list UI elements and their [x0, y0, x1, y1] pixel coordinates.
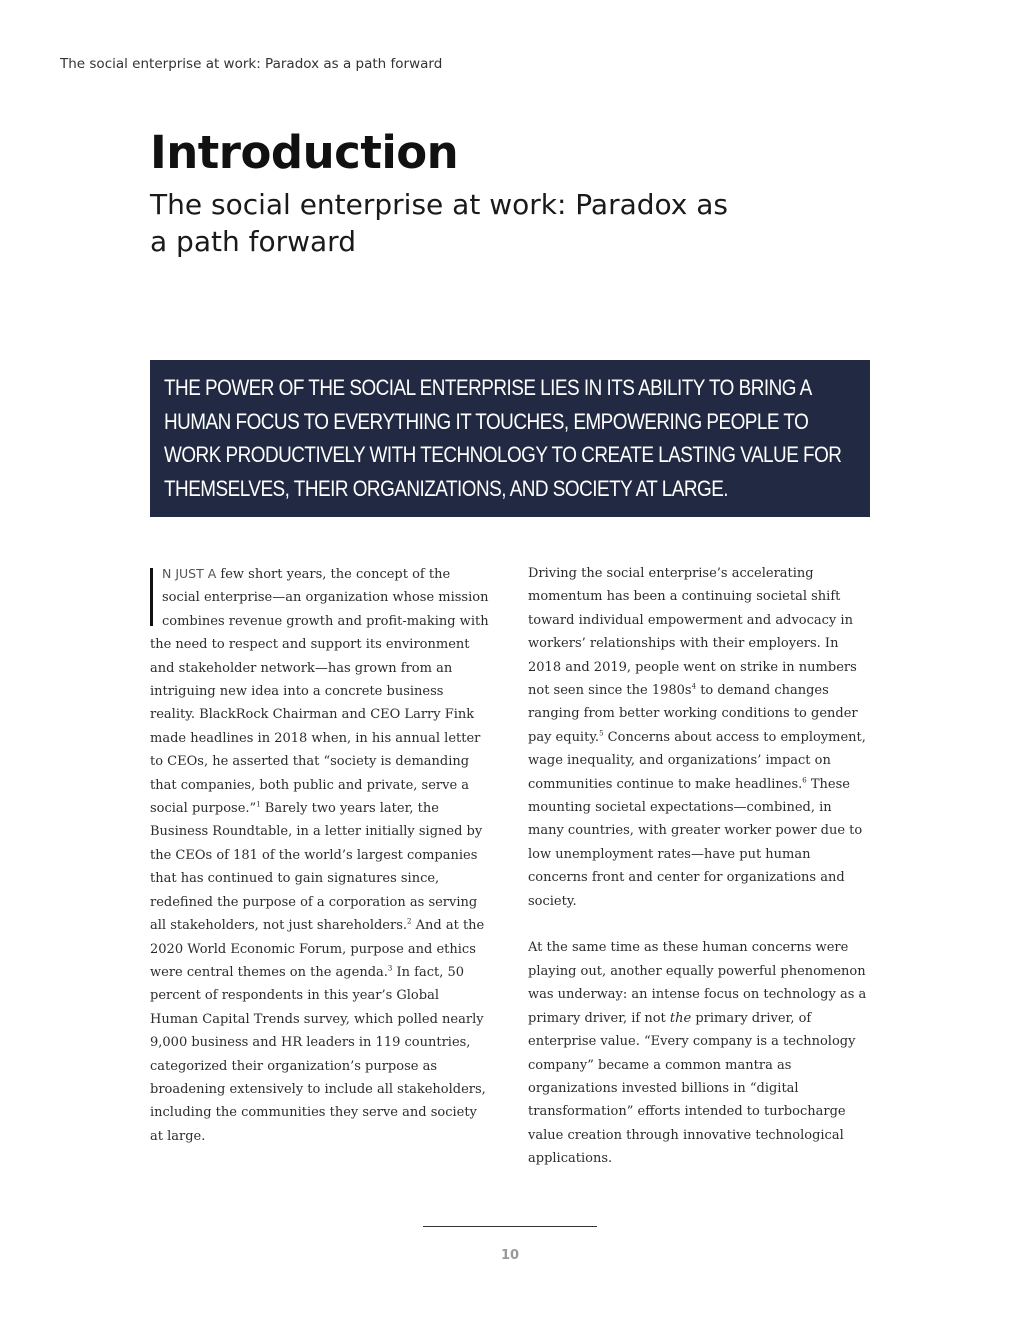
- paragraph-text: In fact, 50 percent of respondents in this year’s Global Human Capital Trends survey, which polled nearly 9,000 business and HR leaders in 119 countries, categorized their organization’s purpose as broadening extensively to include all stakeholders, including the communities they serve and society at large.: [150, 964, 486, 1144]
- footnote-ref: 6: [802, 776, 807, 785]
- footnote-ref: 3: [387, 964, 393, 973]
- paragraph-text: to demand changes ranging from better working conditions to gender pay equity.: [528, 683, 858, 745]
- paragraph-text: primary driver, of enterprise value. “Every company is a technology company” became a common mantra as organizations invested billions in “digital transformation” efforts intended to turbocharge value creation through innovative technological applications.: [528, 1010, 856, 1167]
- body-paragraph: [528, 562, 870, 913]
- running-header: The social enterprise at work: Paradox as a path forward: [60, 56, 443, 72]
- title-block: [150, 124, 870, 260]
- page-title: Introduction: [150, 126, 459, 179]
- footnote-ref: 4: [691, 682, 697, 691]
- drop-cap-bar: [150, 568, 153, 626]
- body-column-right: [528, 562, 870, 1171]
- paragraph-text: And at the 2020 World Economic Forum, purpose and ethics were central themes on the agenda.: [150, 918, 485, 980]
- paragraph-text: Driving the social enterprise’s accelerating momentum has been a continuing societal shift toward individual empowerment and advocacy in workers’ relationships with their employers. In 2018 and 2019, people went on strike in numbers not seen since the 1980s: [528, 566, 857, 699]
- page-number: 10: [500, 1248, 520, 1263]
- paragraph-text: Concerns about access to employment, wage inequality, and organizations’ impact on communities continue to make headlines.: [528, 729, 866, 792]
- pull-quote-callout: [150, 360, 870, 517]
- body-paragraph: [528, 936, 870, 1170]
- footnote-ref: 2: [407, 917, 412, 926]
- lead-in-text: N JUST A: [162, 566, 217, 581]
- emphasis-text: the: [669, 1010, 692, 1026]
- paragraph-text: At the same time as these human concerns were playing out, another equally powerful phenomenon was underway: an intense focus on technology as a primary driver, if not: [528, 940, 867, 1026]
- page-subtitle: The social enterprise at work: Paradox as a path forward: [150, 188, 729, 258]
- footnote-ref: 5: [599, 729, 604, 738]
- footnote-ref: 1: [256, 800, 261, 809]
- footer-divider: [423, 1226, 597, 1227]
- body-column-left: [150, 562, 490, 1148]
- paragraph-text: Barely two years later, the Business Roundtable, in a letter initially signed by the CEOs of 181 of the world’s largest companies that has continued to gain signatures since, redefined the purpose of a corporation as serving all stakeholders, not just shareholders.: [150, 801, 483, 934]
- body-paragraph: [150, 562, 490, 1148]
- pull-quote-text: THE POWER OF THE SOCIAL ENTERPRISE LIES IN ITS ABILITY TO BRING A HUMAN FOCUS TO EVERYTHING IT TOUCHES, EMPOWERING PEOPLE TO WORK PRODUCTIVELY WITH TECHNOLOGY TO CREATE LASTING VALUE FOR THEMSELVES, THEIR ORGANIZATIONS, AND SOCIETY AT LARGE.: [164, 375, 842, 501]
- paragraph-text: few short years, the concept of the social enterprise—an organization whose mission combines revenue growth and profit-making with the need to respect and support its environment and stakeholder network—has grown from an intriguing new idea into a concrete business reality. BlackRock Chairman and CEO Larry Fink made headlines in 2018 when, in his annual letter to CEOs, he asserted that “society is demanding that companies, both public and private, serve a social purpose.”: [150, 567, 489, 817]
- paragraph-text: These mounting societal expectations—combined, in many countries, with greater worker power due to low unemployment rates—have put human concerns front and center for organizations and society.: [528, 776, 863, 909]
